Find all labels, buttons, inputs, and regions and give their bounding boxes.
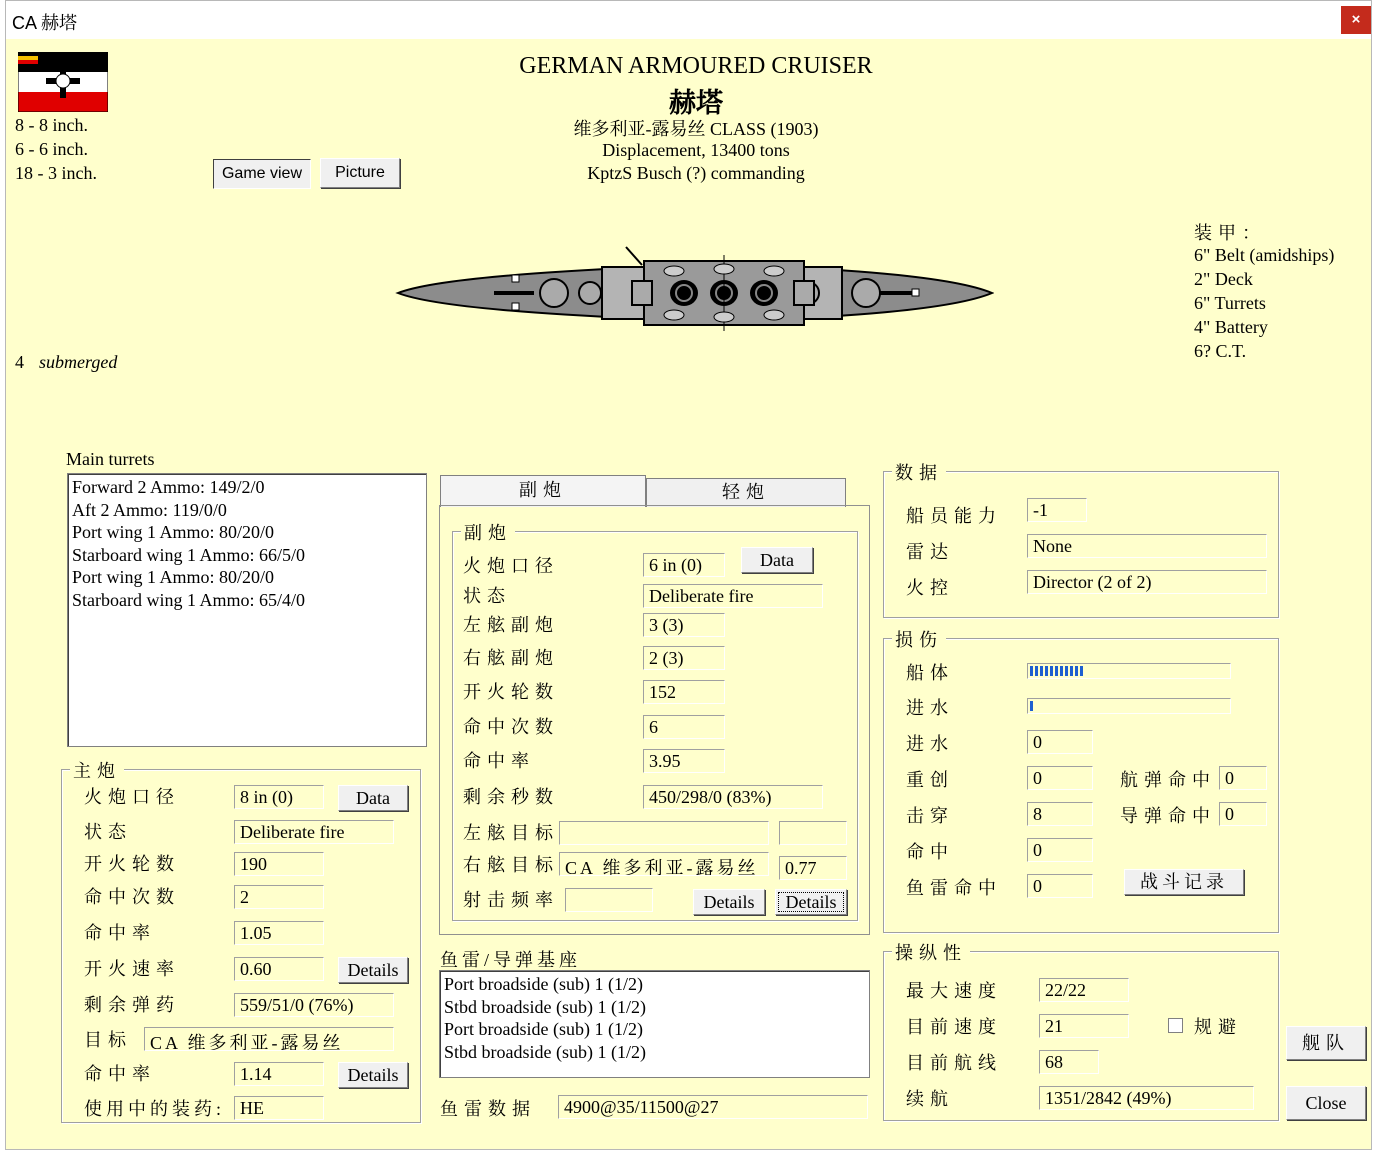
mg-hitrate-field: 1.05 — [234, 921, 324, 945]
mg-data-button[interactable]: Data — [338, 785, 408, 811]
sec-ammo-label: 剩余秒数 — [463, 787, 559, 807]
sec-stbd-field: 2 (3) — [643, 646, 725, 670]
mg-hits-field: 2 — [234, 885, 324, 909]
damage-legend: 损伤 — [892, 626, 946, 652]
sec-hitrate-label: 命中率 — [463, 751, 535, 771]
sec-port-target-value — [779, 821, 847, 845]
armour-ct: 6? C.T. — [1194, 341, 1247, 361]
radar-field: None — [1027, 534, 1267, 558]
ship-name: 赫塔 — [669, 88, 723, 118]
mg-target-field: CA 维多利亚-露易丝 — [144, 1027, 394, 1051]
mg-salvos-label: 开火轮数 — [84, 854, 180, 874]
evade-label: 规避 — [1194, 1017, 1242, 1037]
penetration-field: 8 — [1027, 802, 1093, 826]
flooding-field: 0 — [1027, 730, 1093, 754]
handling-legend: 操纵性 — [892, 939, 970, 965]
sec-caliber-label: 火炮口径 — [463, 556, 559, 576]
mg-ammo-label: 剩余弹药 — [84, 995, 180, 1015]
list-item[interactable]: Port broadside (sub) 1 (1/2) — [444, 1019, 643, 1039]
mg-hits-label: 命中次数 — [84, 887, 180, 907]
mg-firerate-label: 开火速率 — [84, 959, 180, 979]
bomb-hits-label: 航弹命中 — [1120, 770, 1216, 790]
torpedo-list[interactable] — [439, 970, 870, 1078]
damage-group — [883, 630, 1279, 933]
torpedo-hits-label: 鱼雷命中 — [906, 878, 1002, 898]
fire-control-field: Director (2 of 2) — [1027, 570, 1267, 594]
mg-shell-label: 使用中的装药: — [84, 1099, 226, 1119]
mg-state-field: Deliberate fire — [234, 820, 394, 844]
hull-progress — [1027, 663, 1231, 679]
flooding-progress-fill — [1030, 701, 1034, 711]
current-speed-label: 目前速度 — [906, 1017, 1002, 1037]
main-gun-legend: 主炮 — [70, 757, 124, 783]
main-turrets-list[interactable] — [67, 473, 427, 747]
title-bar — [6, 1, 1371, 39]
list-item[interactable]: Forward 2 Ammo: 149/2/0 — [72, 477, 265, 497]
ship-topview-icon — [394, 241, 994, 343]
current-course-field: 68 — [1039, 1050, 1099, 1074]
tab-light[interactable]: 轻炮 — [646, 478, 846, 507]
evade-checkbox[interactable] — [1168, 1018, 1183, 1033]
main-gun-group — [61, 761, 421, 1123]
armour-turrets: 6" Turrets — [1194, 293, 1266, 313]
flooding-progress — [1027, 698, 1231, 714]
list-item[interactable]: Port wing 1 Ammo: 80/20/0 — [72, 567, 275, 587]
mg-hitrate2-label: 命中率 — [84, 1064, 156, 1084]
list-item[interactable]: Starboard wing 1 Ammo: 66/5/0 — [72, 544, 305, 565]
radar-label: 雷达 — [906, 542, 954, 562]
secondary-group — [452, 523, 858, 921]
close-window-button[interactable]: × — [1341, 6, 1371, 34]
list-item[interactable]: Stbd broadside (sub) 1 (1/2) — [444, 996, 646, 1017]
heavy-damage-field: 0 — [1027, 766, 1093, 790]
sec-port-label: 左舷副炮 — [463, 615, 559, 635]
ship-window — [5, 0, 1372, 1150]
sec-stbd-target-value: 0.77 — [779, 856, 847, 880]
sec-salvos-field: 152 — [643, 680, 725, 704]
list-item[interactable]: Port wing 1 Ammo: 80/20/0 — [72, 522, 275, 542]
mg-salvos-field: 190 — [234, 852, 324, 876]
hits-label: 命中 — [906, 842, 954, 862]
mg-firerate-field: 0.60 — [234, 957, 324, 981]
displacement: Displacement, 13400 tons — [602, 140, 790, 160]
torpedo-hits-field: 0 — [1027, 874, 1093, 898]
sec-stbd-target-label: 右舷目标 — [463, 855, 559, 875]
gun-line-1: 8 - 8 inch. — [15, 115, 88, 135]
german-naval-ensign-icon — [18, 52, 108, 112]
sec-data-button[interactable]: Data — [741, 547, 813, 573]
sec-state-field: Deliberate fire — [643, 584, 823, 608]
window-title: CA 赫塔 — [12, 13, 78, 33]
close-button[interactable]: Close — [1286, 1086, 1366, 1120]
sec-port-field: 3 (3) — [643, 613, 725, 637]
torpedo-legend: 鱼雷/导弹基座 — [440, 950, 582, 970]
mg-state-label: 状态 — [84, 822, 132, 842]
battle-log-button[interactable]: 战斗记录 — [1124, 869, 1244, 895]
heavy-damage-label: 重创 — [906, 770, 954, 790]
mg-details-button[interactable]: Details — [338, 957, 408, 983]
hull-label: 船体 — [906, 663, 954, 683]
mg-hitrate2-field: 1.14 — [234, 1062, 324, 1086]
missile-hits-field: 0 — [1219, 802, 1267, 826]
gun-line-3: 18 - 3 inch. — [15, 163, 97, 183]
tab-secondary[interactable]: 副炮 — [440, 475, 646, 507]
mg-shell-field: HE — [234, 1096, 324, 1120]
commander: KptzS Busch (?) commanding — [587, 163, 805, 183]
submerged-count: 4 — [15, 352, 24, 372]
sec-caliber-field: 6 in (0) — [643, 553, 725, 577]
endurance-field: 1351/2842 (49%) — [1039, 1086, 1254, 1110]
current-course-label: 目前航线 — [906, 1053, 1002, 1073]
sec-port-target-field — [559, 821, 769, 845]
stats-legend: 数据 — [892, 459, 946, 485]
secondary-legend: 副炮 — [461, 519, 515, 545]
armour-battery: 4" Battery — [1194, 317, 1268, 337]
current-speed-field: 21 — [1039, 1014, 1129, 1038]
stats-group — [883, 463, 1279, 618]
list-item[interactable]: Stbd broadside (sub) 1 (1/2) — [444, 1041, 646, 1062]
crew-label: 船员能力 — [906, 506, 1002, 526]
max-speed-label: 最大速度 — [906, 981, 1002, 1001]
sec-hits-label: 命中次数 — [463, 717, 559, 737]
sec-details-button-2[interactable]: Details — [775, 889, 847, 915]
sec-stbd-target-field: CA 维多利亚-露易丝 — [559, 852, 769, 876]
sec-freq-field — [565, 888, 653, 912]
armour-deck: 2" Deck — [1194, 269, 1253, 289]
armour-belt: 6" Belt (amidships) — [1194, 245, 1335, 265]
mg-details-button-2[interactable]: Details — [338, 1062, 408, 1088]
torpedo-data-field: 4900@35/11500@27 — [558, 1095, 868, 1119]
mg-target-label: 目标 — [84, 1030, 132, 1050]
list-item[interactable]: Starboard wing 1 Ammo: 65/4/0 — [72, 589, 305, 610]
crew-field: -1 — [1027, 498, 1087, 522]
list-item[interactable]: Aft 2 Ammo: 119/0/0 — [72, 499, 227, 520]
hull-progress-fill — [1030, 666, 1083, 676]
mg-caliber-label: 火炮口径 — [84, 787, 180, 807]
submerged-status: submerged — [39, 352, 118, 372]
flooding-bar-label: 进水 — [906, 698, 954, 718]
sec-hits-field: 6 — [643, 715, 725, 739]
max-speed-field: 22/22 — [1039, 978, 1129, 1002]
sec-stbd-label: 右舷副炮 — [463, 648, 559, 668]
main-turrets-label: Main turrets — [66, 449, 155, 469]
mg-ammo-field: 559/51/0 (76%) — [234, 993, 394, 1017]
ship-class: 维多利亚-露易丝 CLASS (1903) — [573, 119, 819, 139]
bomb-hits-field: 0 — [1219, 766, 1267, 790]
mg-hitrate-label: 命中率 — [84, 923, 156, 943]
fire-control-label: 火控 — [906, 578, 954, 598]
penetration-label: 击穿 — [906, 806, 954, 826]
flooding-label: 进水 — [906, 734, 954, 754]
picture-button[interactable]: Picture — [320, 158, 400, 188]
missile-hits-label: 导弹命中 — [1120, 806, 1216, 826]
gun-line-2: 6 - 6 inch. — [15, 139, 88, 159]
hits-field: 0 — [1027, 838, 1093, 862]
sec-ammo-field: 450/298/0 (83%) — [643, 785, 823, 809]
armour-title: 装甲： — [1194, 223, 1266, 243]
sec-hitrate-field: 3.95 — [643, 749, 725, 773]
fleet-button[interactable]: 舰队 — [1286, 1026, 1366, 1060]
handling-group — [883, 943, 1279, 1121]
sec-state-label: 状态 — [463, 586, 511, 606]
endurance-label: 续航 — [906, 1089, 954, 1109]
torpedo-data-label: 鱼雷数据 — [440, 1099, 536, 1119]
mg-caliber-field: 8 in (0) — [234, 785, 324, 809]
sec-salvos-label: 开火轮数 — [463, 682, 559, 702]
ship-type-heading: GERMAN ARMOURED CRUISER — [519, 53, 873, 79]
sec-details-button[interactable]: Details — [693, 889, 765, 915]
sec-freq-label: 射击频率 — [463, 890, 559, 910]
game-view-button[interactable]: Game view — [213, 159, 311, 189]
list-item[interactable]: Port broadside (sub) 1 (1/2) — [444, 974, 643, 994]
sec-port-target-label: 左舷目标 — [463, 823, 559, 843]
